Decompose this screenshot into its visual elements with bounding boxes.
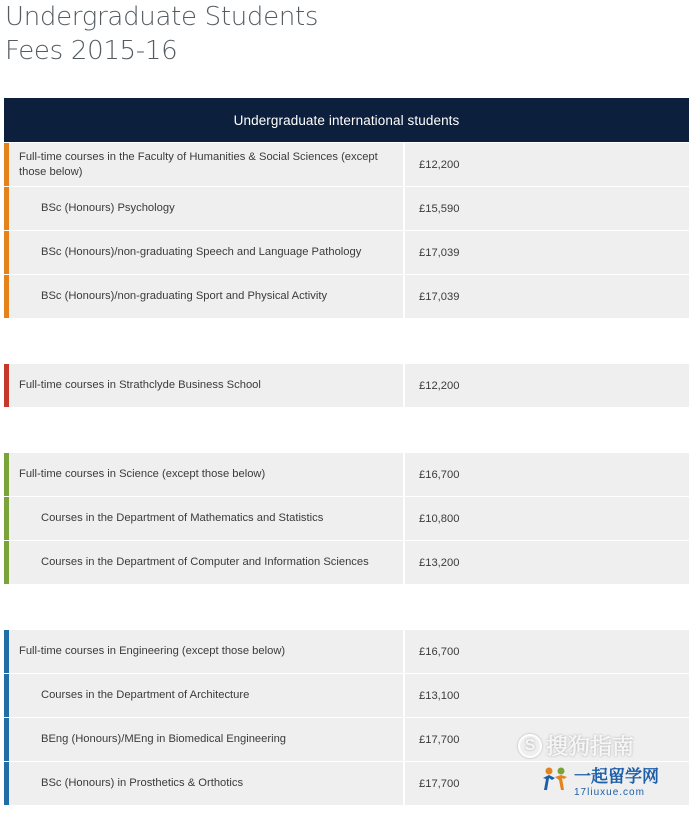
course-fee: £16,700 [419, 468, 460, 481]
fee-group-science [4, 452, 689, 584]
fees-table [4, 98, 689, 805]
page-title-line-1: Undergraduate Students [5, 2, 319, 32]
course-fee: £17,700 [419, 733, 460, 746]
sogou-watermark [518, 730, 634, 761]
table-row [4, 496, 689, 540]
sogou-logo-icon: S [518, 734, 542, 758]
liuxue-watermark-text: 一起留学网 [574, 767, 659, 786]
course-label: Full-time courses in the Faculty of Humanities & Social Sciences (except those below) [9, 143, 405, 186]
course-fee: £12,200 [419, 379, 460, 392]
group-spacer [4, 407, 689, 452]
table-row [4, 363, 689, 407]
course-fee: £10,800 [419, 512, 460, 525]
table-row [4, 629, 689, 673]
course-label: Full-time courses in Engineering (except those below) [9, 630, 405, 673]
course-fee: £13,100 [419, 689, 460, 702]
course-label: BSc (Honours) Psychology [9, 187, 405, 230]
table-row [4, 230, 689, 274]
table-row [4, 452, 689, 496]
liuxue-logo-icon [540, 764, 570, 794]
course-fee: £16,700 [419, 645, 460, 658]
table-header: Undergraduate international students [4, 98, 689, 142]
course-label: Courses in the Department of Mathematics and Statistics [9, 497, 405, 540]
liuxue-watermark-url: 17liuxue.com [574, 787, 645, 798]
page-title-line-2: Fees 2015-16 [5, 36, 178, 66]
course-label: BSc (Honours) in Prosthetics & Orthotics [9, 762, 405, 805]
course-fee: £15,590 [419, 202, 460, 215]
fee-group-humanities [4, 142, 689, 318]
course-label: Courses in the Department of Computer and Information Sciences [9, 541, 405, 584]
course-label: Full-time courses in Science (except those below) [9, 453, 405, 496]
sogou-watermark-text: 搜狗指南 [546, 734, 635, 759]
course-label: BSc (Honours)/non-graduating Sport and Physical Activity [9, 275, 405, 318]
group-spacer [4, 318, 689, 363]
table-row [4, 274, 689, 318]
course-fee: £17,039 [419, 290, 460, 303]
table-row [4, 673, 689, 717]
course-fee: £12,200 [419, 158, 460, 171]
table-row [4, 142, 689, 186]
course-fee: £17,700 [419, 777, 460, 790]
liuxue-watermark [540, 762, 680, 798]
course-label: BSc (Honours)/non-graduating Speech and Language Pathology [9, 231, 405, 274]
course-fee: £17,039 [419, 246, 460, 259]
course-label: BEng (Honours)/MEng in Biomedical Engineering [9, 718, 405, 761]
course-fee: £13,200 [419, 556, 460, 569]
course-label: Full-time courses in Strathclyde Business School [9, 364, 405, 407]
group-spacer [4, 584, 689, 629]
fee-group-business [4, 363, 689, 407]
table-row [4, 186, 689, 230]
course-label: Courses in the Department of Architecture [9, 674, 405, 717]
table-row [4, 540, 689, 584]
page-title [5, 0, 318, 68]
